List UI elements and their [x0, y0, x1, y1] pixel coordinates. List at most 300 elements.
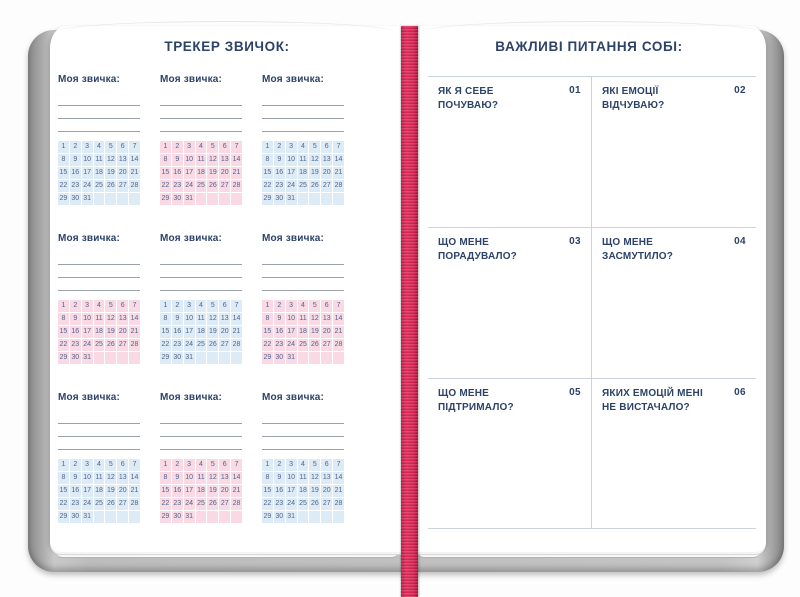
- calendar-day-cell: 25: [94, 339, 105, 351]
- calendar-day-cell: 31: [82, 352, 93, 364]
- calendar-day-cell: [196, 352, 207, 364]
- habit-block: [58, 233, 140, 364]
- calendar-day-cell: 25: [94, 180, 105, 192]
- calendar-day-cell: 22: [58, 339, 69, 351]
- calendar-day-cell: [219, 352, 230, 364]
- calendar-day-cell: 4: [196, 141, 207, 153]
- calendar-day-cell: 6: [321, 300, 332, 312]
- writing-line: [58, 424, 140, 437]
- calendar-day-cell: 31: [184, 511, 195, 523]
- calendar-day-cell: 5: [207, 141, 218, 153]
- calendar-day-cell: 27: [117, 180, 128, 192]
- calendar-day-cell: [333, 352, 344, 364]
- calendar-day-cell: 19: [105, 485, 116, 497]
- calendar-day-cell: 19: [309, 485, 320, 497]
- calendar-day-cell: 29: [262, 511, 273, 523]
- calendar-day-cell: [105, 193, 116, 205]
- calendar-day-cell: 30: [172, 511, 183, 523]
- calendar-day-cell: 29: [160, 352, 171, 364]
- habit-block: [262, 74, 344, 205]
- calendar-day-cell: 9: [172, 154, 183, 166]
- calendar-day-cell: 10: [286, 472, 297, 484]
- habit-block: [160, 392, 242, 523]
- writing-line: [262, 278, 344, 291]
- writing-line: [160, 252, 242, 265]
- calendar-day-cell: 3: [82, 141, 93, 153]
- calendar-day-cell: 4: [94, 459, 105, 471]
- calendar-day-cell: 2: [274, 300, 285, 312]
- calendar-day-cell: 21: [129, 326, 140, 338]
- question-section: [592, 227, 756, 378]
- question-header: [438, 236, 581, 264]
- calendar-day-cell: 13: [219, 154, 230, 166]
- calendar-day-cell: 18: [298, 485, 309, 497]
- calendar-day-cell: 19: [207, 485, 218, 497]
- calendar-day-cell: 10: [184, 472, 195, 484]
- calendar-day-cell: 21: [231, 167, 242, 179]
- writing-line: [58, 106, 140, 119]
- writing-line: [160, 119, 242, 132]
- calendar-day-cell: 9: [274, 472, 285, 484]
- question-number: 04: [734, 236, 746, 247]
- calendar-day-cell: 11: [94, 313, 105, 325]
- calendar-day-cell: 13: [219, 472, 230, 484]
- calendar-day-cell: [231, 352, 242, 364]
- habit-block: [262, 392, 344, 523]
- calendar-day-cell: 11: [298, 472, 309, 484]
- calendar-day-cell: 11: [94, 472, 105, 484]
- calendar-day-cell: 1: [262, 300, 273, 312]
- calendar-day-cell: 19: [207, 167, 218, 179]
- calendar-day-cell: 27: [219, 180, 230, 192]
- calendar-day-cell: 5: [207, 300, 218, 312]
- calendar-day-cell: [298, 193, 309, 205]
- calendar-day-cell: 9: [70, 154, 81, 166]
- question-header: [602, 85, 746, 113]
- calendar-day-cell: 29: [58, 511, 69, 523]
- calendar-day-cell: 18: [196, 326, 207, 338]
- calendar-day-cell: 30: [70, 352, 81, 364]
- habit-label: Моя звичка:: [160, 233, 223, 244]
- calendar-day-cell: 17: [184, 485, 195, 497]
- calendar-day-cell: 27: [321, 498, 332, 510]
- calendar-day-cell: 6: [219, 300, 230, 312]
- calendar-day-cell: 16: [274, 167, 285, 179]
- calendar-day-cell: 2: [172, 459, 183, 471]
- calendar-day-cell: 22: [160, 339, 171, 351]
- calendar-day-cell: 2: [70, 459, 81, 471]
- calendar-day-cell: 8: [160, 313, 171, 325]
- calendar-day-cell: 3: [82, 300, 93, 312]
- calendar-day-cell: 5: [309, 459, 320, 471]
- calendar-day-cell: [94, 511, 105, 523]
- calendar-day-cell: 22: [262, 180, 273, 192]
- calendar-day-cell: 12: [207, 313, 218, 325]
- calendar-day-cell: 10: [184, 154, 195, 166]
- calendar-day-cell: 24: [286, 339, 297, 351]
- calendar-day-cell: 24: [82, 339, 93, 351]
- calendar-day-cell: 24: [286, 498, 297, 510]
- writing-line: [262, 93, 344, 106]
- calendar-day-cell: 22: [160, 498, 171, 510]
- calendar-day-cell: 15: [58, 326, 69, 338]
- calendar-day-cell: 7: [333, 141, 344, 153]
- calendar-day-cell: 2: [274, 459, 285, 471]
- calendar-day-cell: 18: [298, 167, 309, 179]
- calendar-day-cell: 14: [129, 472, 140, 484]
- calendar-day-cell: 31: [82, 193, 93, 205]
- calendar-day-cell: 11: [196, 472, 207, 484]
- calendar-day-cell: 3: [184, 459, 195, 471]
- calendar-day-cell: 9: [70, 472, 81, 484]
- calendar-day-cell: 18: [298, 326, 309, 338]
- question-text: ЩО МЕНЕ ПОРАДУВАЛО?: [438, 237, 517, 262]
- calendar-day-cell: 9: [274, 313, 285, 325]
- calendar-day-cell: 28: [231, 180, 242, 192]
- calendar-day-cell: 21: [231, 485, 242, 497]
- calendar-day-cell: 8: [58, 472, 69, 484]
- calendar-day-cell: 14: [333, 472, 344, 484]
- calendar-day-cell: 1: [262, 459, 273, 471]
- calendar-day-cell: 4: [298, 300, 309, 312]
- calendar-day-cell: 9: [172, 472, 183, 484]
- question-number: 02: [734, 85, 746, 96]
- calendar-day-cell: [207, 352, 218, 364]
- calendar-day-cell: 22: [262, 498, 273, 510]
- calendar-day-cell: 24: [82, 498, 93, 510]
- calendar-day-cell: 5: [207, 459, 218, 471]
- calendar-day-cell: 30: [70, 511, 81, 523]
- writing-line: [160, 93, 242, 106]
- calendar-day-cell: 26: [207, 339, 218, 351]
- calendar-day-cell: [333, 511, 344, 523]
- question-text: ЯКІ ЕМОЦІЇ ВІДЧУВАЮ?: [602, 86, 665, 111]
- calendar-day-cell: 2: [70, 141, 81, 153]
- calendar-day-cell: 20: [321, 167, 332, 179]
- calendar-day-cell: 9: [70, 313, 81, 325]
- calendar-day-cell: 7: [333, 300, 344, 312]
- calendar-day-cell: 30: [172, 193, 183, 205]
- calendar-day-cell: 17: [286, 167, 297, 179]
- calendar-day-cell: 8: [262, 472, 273, 484]
- question-header: [438, 387, 581, 415]
- calendar-day-cell: 31: [286, 352, 297, 364]
- calendar-day-cell: 10: [82, 472, 93, 484]
- calendar-day-cell: [94, 352, 105, 364]
- calendar-day-cell: 20: [219, 326, 230, 338]
- calendar-day-cell: 13: [321, 154, 332, 166]
- habit-tracker-title: ТРЕКЕР ЗВИЧОК:: [164, 39, 290, 54]
- calendar-day-cell: [105, 352, 116, 364]
- calendar-day-cell: 20: [117, 167, 128, 179]
- calendar-day-cell: 16: [70, 326, 81, 338]
- calendar-day-cell: 17: [82, 167, 93, 179]
- calendar-day-cell: 16: [172, 485, 183, 497]
- calendar-day-cell: 30: [274, 352, 285, 364]
- calendar-day-cell: 27: [321, 339, 332, 351]
- calendar-day-cell: 2: [274, 141, 285, 153]
- calendar-day-cell: 8: [58, 313, 69, 325]
- calendar-day-cell: 30: [274, 193, 285, 205]
- calendar-day-cell: 14: [333, 313, 344, 325]
- calendar-day-cell: [298, 511, 309, 523]
- calendar-day-cell: 17: [82, 485, 93, 497]
- calendar-day-cell: 12: [105, 472, 116, 484]
- calendar-day-cell: 26: [105, 180, 116, 192]
- question-number: 05: [569, 387, 581, 398]
- question-section: [592, 76, 756, 227]
- calendar-day-cell: 17: [184, 167, 195, 179]
- calendar-day-cell: 16: [172, 326, 183, 338]
- calendar-day-cell: 4: [298, 459, 309, 471]
- calendar-day-cell: 13: [117, 154, 128, 166]
- calendar-day-cell: 23: [274, 498, 285, 510]
- habit-label: Моя звичка:: [262, 233, 325, 244]
- writing-line: [262, 265, 344, 278]
- habit-label: Моя звичка:: [58, 233, 121, 244]
- calendar-day-cell: 28: [333, 339, 344, 351]
- calendar-day-cell: 12: [309, 472, 320, 484]
- calendar-day-cell: 29: [262, 352, 273, 364]
- writing-line: [262, 252, 344, 265]
- calendar-day-cell: 3: [286, 141, 297, 153]
- calendar-day-cell: 27: [117, 339, 128, 351]
- writing-line: [58, 278, 140, 291]
- calendar-day-cell: [129, 352, 140, 364]
- calendar-day-cell: 31: [286, 193, 297, 205]
- calendar-day-cell: 6: [219, 459, 230, 471]
- calendar-day-cell: 5: [105, 300, 116, 312]
- calendar-day-cell: 1: [58, 459, 69, 471]
- calendar-day-cell: [321, 352, 332, 364]
- writing-line: [58, 93, 140, 106]
- calendar-day-cell: 19: [207, 326, 218, 338]
- calendar-day-cell: 21: [333, 485, 344, 497]
- habit-calendar: [58, 300, 140, 364]
- calendar-day-cell: [219, 511, 230, 523]
- writing-line: [262, 106, 344, 119]
- calendar-day-cell: 14: [231, 154, 242, 166]
- calendar-day-cell: 6: [117, 141, 128, 153]
- calendar-day-cell: 23: [274, 339, 285, 351]
- calendar-day-cell: 7: [333, 459, 344, 471]
- calendar-day-cell: 29: [160, 511, 171, 523]
- calendar-day-cell: 23: [70, 498, 81, 510]
- calendar-day-cell: 3: [184, 300, 195, 312]
- questions-title: ВАЖЛИВІ ПИТАННЯ СОБІ:: [495, 39, 683, 54]
- calendar-day-cell: 29: [262, 193, 273, 205]
- calendar-day-cell: 3: [286, 459, 297, 471]
- calendar-day-cell: 27: [219, 498, 230, 510]
- writing-line: [160, 265, 242, 278]
- calendar-day-cell: 11: [298, 313, 309, 325]
- calendar-day-cell: 20: [321, 326, 332, 338]
- writing-line: [262, 437, 344, 450]
- calendar-day-cell: 30: [172, 352, 183, 364]
- calendar-day-cell: 24: [82, 180, 93, 192]
- calendar-day-cell: 7: [129, 141, 140, 153]
- calendar-day-cell: 12: [207, 472, 218, 484]
- calendar-day-cell: 12: [105, 154, 116, 166]
- habit-label: Моя звичка:: [262, 392, 325, 403]
- habit-label: Моя звичка:: [262, 74, 325, 85]
- calendar-day-cell: 15: [160, 326, 171, 338]
- calendar-day-cell: 10: [82, 154, 93, 166]
- calendar-day-cell: 29: [58, 193, 69, 205]
- writing-line: [58, 252, 140, 265]
- calendar-day-cell: 28: [129, 339, 140, 351]
- calendar-day-cell: [129, 193, 140, 205]
- left-page-stack-edge: [56, 552, 398, 558]
- calendar-day-cell: 27: [219, 339, 230, 351]
- calendar-day-cell: 4: [298, 141, 309, 153]
- calendar-day-cell: 31: [82, 511, 93, 523]
- calendar-day-cell: 15: [262, 485, 273, 497]
- calendar-day-cell: 31: [184, 193, 195, 205]
- calendar-day-cell: 6: [219, 141, 230, 153]
- habit-grid-area: [58, 74, 344, 523]
- calendar-day-cell: 6: [321, 141, 332, 153]
- calendar-day-cell: 31: [184, 352, 195, 364]
- calendar-day-cell: 13: [321, 313, 332, 325]
- question-header: [602, 387, 746, 415]
- calendar-day-cell: 18: [94, 485, 105, 497]
- calendar-day-cell: 25: [298, 339, 309, 351]
- left-page-top-edge: [56, 21, 394, 32]
- calendar-day-cell: 8: [262, 154, 273, 166]
- calendar-day-cell: 28: [231, 498, 242, 510]
- calendar-day-cell: 31: [286, 511, 297, 523]
- calendar-day-cell: 14: [129, 313, 140, 325]
- calendar-day-cell: 18: [196, 167, 207, 179]
- calendar-day-cell: 30: [274, 511, 285, 523]
- calendar-day-cell: 16: [70, 167, 81, 179]
- calendar-day-cell: 13: [321, 472, 332, 484]
- calendar-day-cell: 22: [58, 498, 69, 510]
- calendar-day-cell: 2: [172, 141, 183, 153]
- calendar-day-cell: 25: [196, 180, 207, 192]
- calendar-day-cell: 6: [117, 300, 128, 312]
- calendar-day-cell: [298, 352, 309, 364]
- calendar-day-cell: 16: [70, 485, 81, 497]
- calendar-day-cell: 10: [184, 313, 195, 325]
- question-number: 03: [569, 236, 581, 247]
- calendar-day-cell: [117, 352, 128, 364]
- calendar-day-cell: 25: [298, 498, 309, 510]
- calendar-day-cell: 19: [105, 167, 116, 179]
- calendar-day-cell: 23: [172, 339, 183, 351]
- calendar-day-cell: 26: [309, 498, 320, 510]
- habit-block: [160, 74, 242, 205]
- calendar-day-cell: 25: [94, 498, 105, 510]
- left-page: [50, 26, 404, 552]
- habit-calendar: [58, 459, 140, 523]
- calendar-day-cell: 26: [207, 498, 218, 510]
- calendar-day-cell: 30: [70, 193, 81, 205]
- calendar-day-cell: 7: [231, 459, 242, 471]
- calendar-day-cell: 16: [172, 167, 183, 179]
- writing-line: [262, 411, 344, 424]
- calendar-day-cell: 26: [207, 180, 218, 192]
- calendar-day-cell: [309, 352, 320, 364]
- calendar-day-cell: 12: [105, 313, 116, 325]
- calendar-day-cell: 28: [231, 339, 242, 351]
- calendar-day-cell: 18: [94, 167, 105, 179]
- calendar-day-cell: 23: [274, 180, 285, 192]
- writing-line: [58, 411, 140, 424]
- calendar-day-cell: 13: [219, 313, 230, 325]
- writing-line: [160, 437, 242, 450]
- habit-calendar: [262, 300, 344, 364]
- question-section: [428, 227, 592, 378]
- calendar-day-cell: 1: [160, 141, 171, 153]
- calendar-day-cell: 18: [196, 485, 207, 497]
- ribbon-bookmark: [401, 26, 418, 597]
- calendar-day-cell: 19: [105, 326, 116, 338]
- calendar-day-cell: 29: [160, 193, 171, 205]
- calendar-day-cell: [94, 193, 105, 205]
- calendar-day-cell: [207, 511, 218, 523]
- calendar-day-cell: 4: [196, 459, 207, 471]
- calendar-day-cell: 21: [129, 485, 140, 497]
- habit-block: [58, 392, 140, 523]
- calendar-day-cell: 14: [231, 472, 242, 484]
- calendar-day-cell: 23: [70, 339, 81, 351]
- calendar-day-cell: 22: [160, 180, 171, 192]
- calendar-day-cell: 15: [160, 167, 171, 179]
- calendar-day-cell: 20: [117, 485, 128, 497]
- calendar-day-cell: 7: [231, 300, 242, 312]
- calendar-day-cell: [231, 511, 242, 523]
- calendar-day-cell: 27: [321, 180, 332, 192]
- writing-line: [160, 106, 242, 119]
- calendar-day-cell: [117, 193, 128, 205]
- calendar-day-cell: 23: [172, 498, 183, 510]
- habit-label: Моя звичка:: [58, 74, 121, 85]
- calendar-day-cell: 7: [231, 141, 242, 153]
- right-page-top-edge: [422, 21, 760, 32]
- calendar-day-cell: 24: [184, 498, 195, 510]
- calendar-day-cell: 20: [219, 167, 230, 179]
- calendar-day-cell: 28: [333, 498, 344, 510]
- writing-line: [58, 119, 140, 132]
- calendar-day-cell: [207, 193, 218, 205]
- calendar-day-cell: 3: [184, 141, 195, 153]
- calendar-day-cell: 2: [172, 300, 183, 312]
- calendar-day-cell: 6: [117, 459, 128, 471]
- writing-line: [262, 119, 344, 132]
- calendar-day-cell: [321, 193, 332, 205]
- calendar-day-cell: 18: [94, 326, 105, 338]
- question-section: [592, 378, 756, 529]
- habit-calendar: [160, 300, 242, 364]
- calendar-day-cell: 7: [129, 300, 140, 312]
- calendar-day-cell: 4: [94, 300, 105, 312]
- calendar-day-cell: 3: [82, 459, 93, 471]
- habit-block: [58, 74, 140, 205]
- calendar-day-cell: 26: [309, 180, 320, 192]
- calendar-day-cell: 6: [321, 459, 332, 471]
- calendar-day-cell: 3: [286, 300, 297, 312]
- calendar-day-cell: 5: [105, 459, 116, 471]
- calendar-day-cell: 1: [262, 141, 273, 153]
- calendar-day-cell: 7: [129, 459, 140, 471]
- calendar-day-cell: 22: [262, 339, 273, 351]
- writing-line: [58, 437, 140, 450]
- question-text: ЯКИХ ЕМОЦІЙ МЕНІ НЕ ВИСТАЧАЛО?: [602, 388, 703, 413]
- calendar-day-cell: 8: [58, 154, 69, 166]
- calendar-day-cell: 23: [70, 180, 81, 192]
